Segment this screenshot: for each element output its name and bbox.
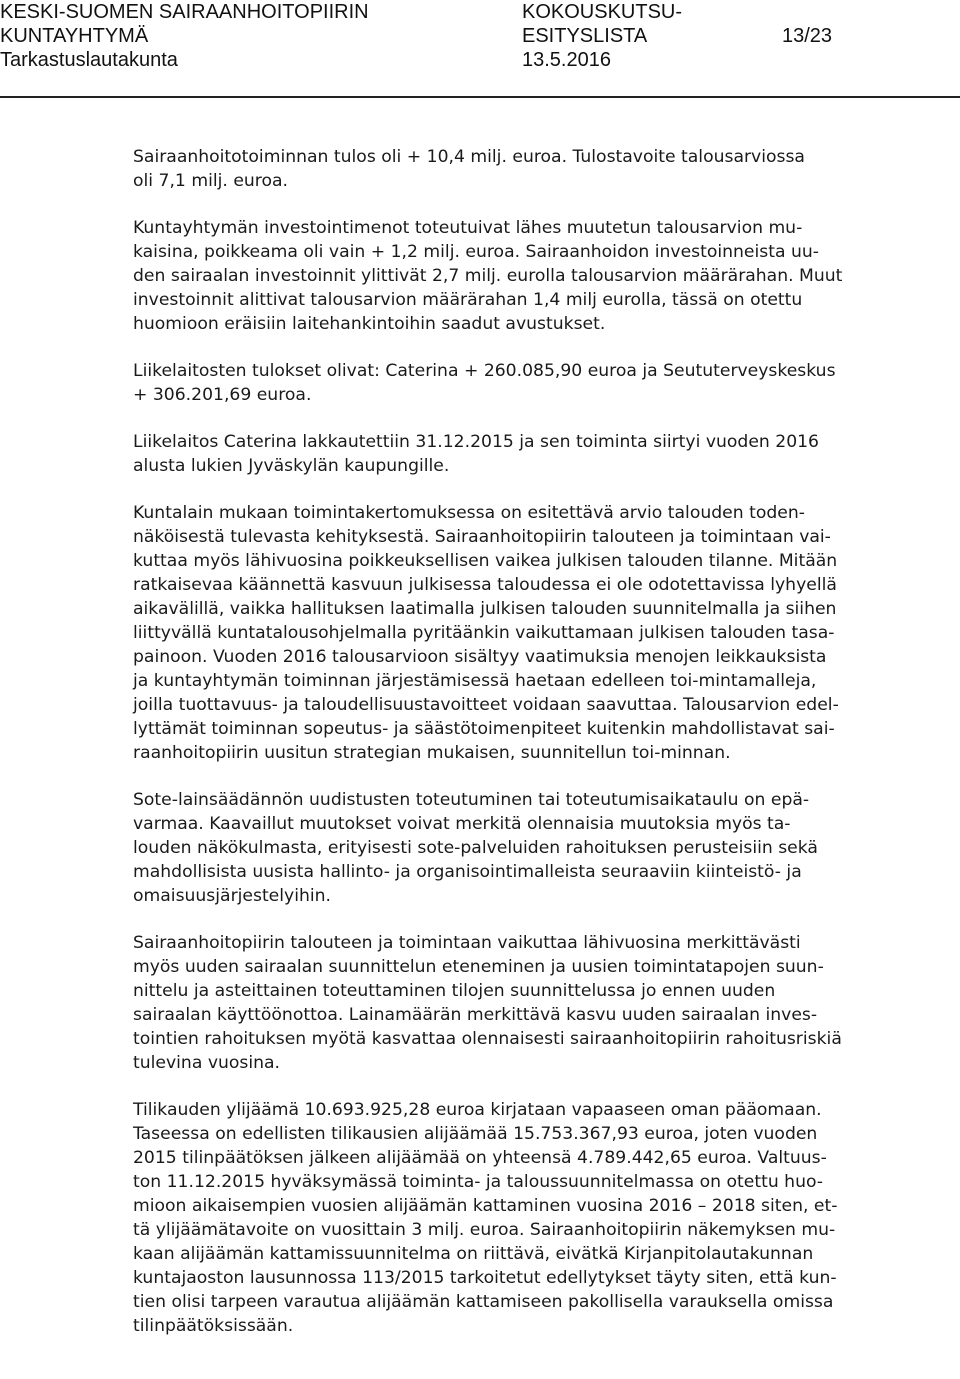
header-row-2 [0,24,960,48]
text-line: raanhoitopiirin uusitun strategian mukaisen, suunnitellun toi-minnan. [133,743,731,763]
organization-name-cont: KUNTAYHTYMÄ [0,25,149,47]
paragraph [133,359,945,407]
text-line: painoon. Vuoden 2016 talousarvioon sisältyy vaatimuksia menojen leikkauksista [133,647,827,667]
header-row-1 [0,0,960,24]
text-line: kuttaa myös lähivuosina poikkeuksellisen vaikea julkisen talouden tilanne. Mitään [133,551,838,571]
text-line: tilinpäätöksissään. [133,1316,294,1336]
document-header [0,0,960,92]
text-line: lyttämät toiminnan sopeutus- ja säästötoimenpiteet kuitenkin mahdollistavat sai- [133,719,835,739]
text-line: tulevina vuosina. [133,1053,281,1073]
text-line: tien olisi tarpeen varautua alijäämän kattamiseen pakollisella varauksella omissa [133,1292,834,1312]
text-line: oli 7,1 milj. euroa. [133,171,288,191]
text-line: kaisina, poikkeama oli vain + 1,2 milj. euroa. Sairaanhoidon investoinneista uu- [133,242,819,262]
text-line: Sote-lainsäädännön uudistusten toteutuminen tai toteutumisaikataulu on epä- [133,790,810,810]
header-divider [0,96,960,98]
paragraph [133,788,945,908]
text-line: den sairaalan investoinnit ylittivät 2,7 milj. eurolla talousarvion määrärahan. Muut [133,266,843,286]
text-line: tä ylijäämätavoite on vuosittain 3 milj. euroa. Sairaanhoitopiirin näkemyksen mu- [133,1220,836,1240]
paragraph [133,145,945,193]
text-line: + 306.201,69 euroa. [133,385,312,405]
page-number: 13/23 [782,25,833,47]
text-line: kaan alijäämän kattamissuunnitelma on riittävä, eivätkä Kirjanpitolautakunnan [133,1244,814,1264]
paragraph [133,931,945,1075]
text-line: varmaa. Kaavaillut muutokset voivat merkitä olennaisia muutoksia myös ta- [133,814,791,834]
document-type: KOKOUSKUTSU- [522,1,683,23]
text-line: Sairaanhoitotoiminnan tulos oli + 10,4 milj. euroa. Tulostavoite talousarviossa [133,147,805,167]
text-line: investoinnit alittivat talousarvion määrärahan 1,4 milj eurolla, tässä on otettu [133,290,803,310]
text-line: Sairaanhoitopiirin talouteen ja toimintaan vaikuttaa lähivuosina merkittävästi [133,933,801,953]
meeting-date: 13.5.2016 [522,49,611,71]
text-line: huomioon eräisiin laitehankintoihin saadut avustukset. [133,314,606,334]
text-line: näköisestä tulevasta kehityksestä. Sairaanhoitopiirin talouteen ja toimintaan vai- [133,527,831,547]
committee-name: Tarkastuslautakunta [0,49,178,71]
text-line: Tilikauden ylijäämä 10.693.925,28 euroa kirjataan vapaaseen oman pääomaan. [133,1100,822,1120]
text-line: liittyvällä kuntatalousohjelmalla pyritäänkin vaikuttamaan julkisen talouden tasa- [133,623,835,643]
text-line: myös uuden sairaalan suunnittelun eteneminen ja uusien toimintatapojen suun- [133,957,824,977]
text-line: Liikelaitosten tulokset olivat: Caterina + 260.085,90 euroa ja Seututerveyskeskus [133,361,836,381]
text-line: Kuntalain mukaan toimintakertomuksessa on esitettävä arvio talouden toden- [133,503,805,523]
header-row-3 [0,48,960,72]
text-line: louden näkökulmasta, erityisesti sote-palveluiden rahoituksen perusteisiin sekä [133,838,818,858]
text-line: aikavälillä, vaikka hallituksen laatimalla julkisen talouden suunnitelmalla ja siihen [133,599,837,619]
organization-name: KESKI-SUOMEN SAIRAANHOITOPIIRIN [0,1,369,23]
text-line: nittelu ja asteittainen toteuttaminen tilojen suunnittelussa jo ennen uuden [133,981,776,1001]
paragraph [133,501,945,765]
paragraph [133,1098,945,1338]
paragraph [133,216,945,336]
document-body [133,145,945,1361]
paragraph [133,430,945,478]
text-line: ja kuntayhtymän toiminnan järjestämisessä haetaan edelleen toi-mintamalleja, [133,671,817,691]
text-line: omaisuusjärjestelyihin. [133,886,332,906]
document-type-cont: ESITYSLISTA [522,25,648,47]
text-line: sairaalan käyttöönottoa. Lainamäärän merkittävä kasvu uuden sairaalan inves- [133,1005,818,1025]
text-line: ton 11.12.2015 hyväksymässä toiminta- ja taloussuunnitelmassa on otettu huo- [133,1172,824,1192]
text-line: mahdollisista uusista hallinto- ja organisointimalleista seuraaviin kiinteistö- ja [133,862,802,882]
text-line: Liikelaitos Caterina lakkautettiin 31.12.2015 ja sen toiminta siirtyi vuoden 2016 [133,432,819,452]
text-line: Kuntayhtymän investointimenot toteutuivat lähes muutetun talousarvion mu- [133,218,803,238]
text-line: 2015 tilinpäätöksen jälkeen alijäämää on yhteensä 4.789.442,65 euroa. Valtuus- [133,1148,827,1168]
text-line: kuntajaoston lausunnossa 113/2015 tarkoitetut edellytykset täyty siten, että kun- [133,1268,837,1288]
text-line: mioon aikaisempien vuosien alijäämän kattaminen vuosina 2016 – 2018 siten, et- [133,1196,838,1216]
text-line: joilla tuottavuus- ja taloudellisuustavoitteet voidaan saavuttaa. Talousarvion edel- [133,695,839,715]
text-line: Taseessa on edellisten tilikausien alijäämää 15.753.367,93 euroa, joten vuoden [133,1124,818,1144]
text-line: ratkaisevaa käännettä kasvuun julkisessa taloudessa ei ole odotettavissa lyhyellä [133,575,837,595]
text-line: alusta lukien Jyväskylän kaupungille. [133,456,450,476]
text-line: tointien rahoituksen myötä kasvattaa olennaisesti sairaanhoitopiirin rahoitusriskiä [133,1029,842,1049]
